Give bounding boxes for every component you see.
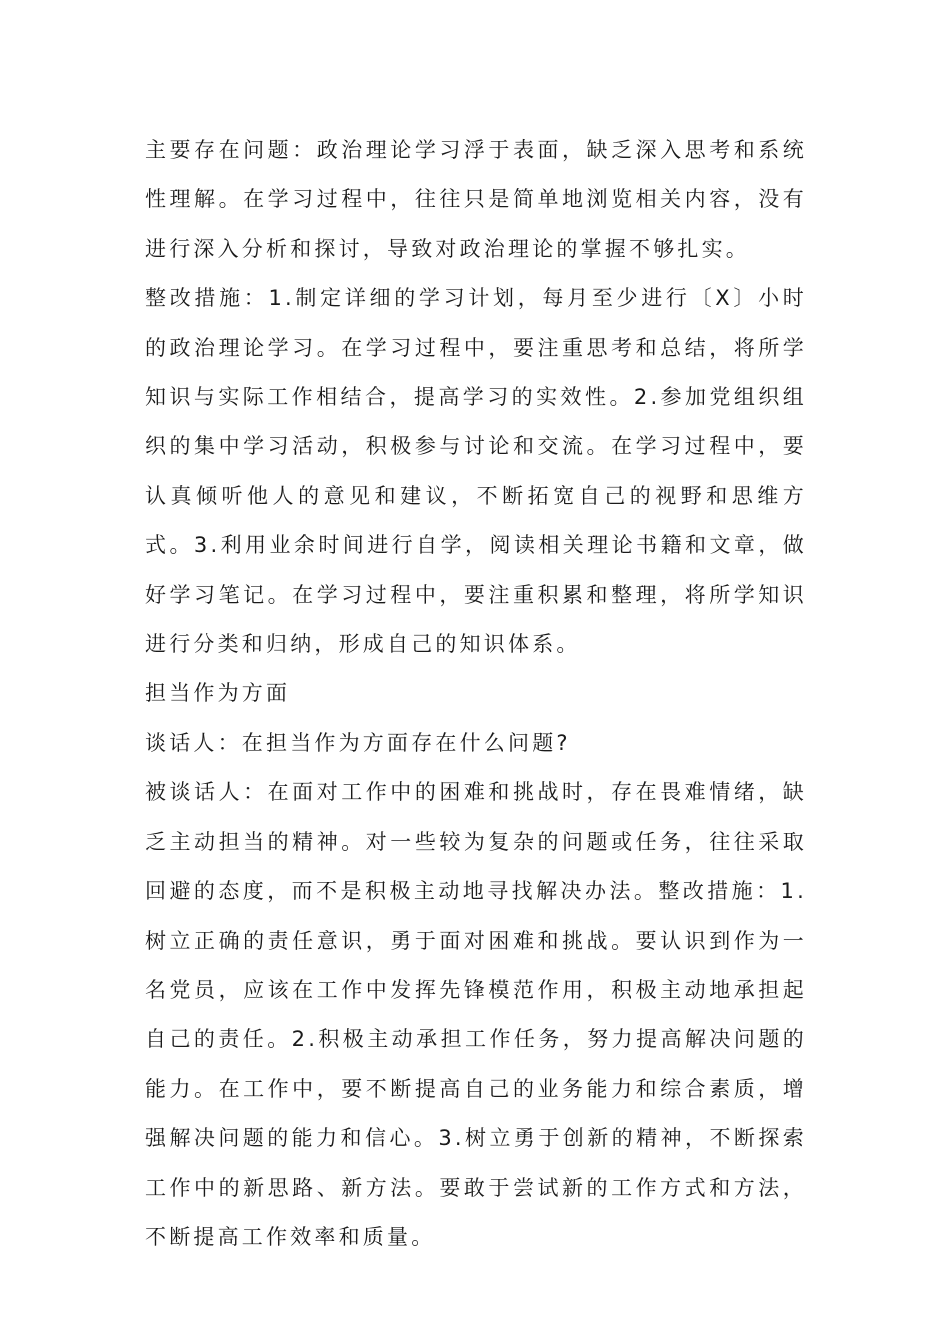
section-heading: 担当作为方面	[145, 681, 291, 706]
paragraph-rectification-measures: 整改措施：1.制定详细的学习计划，每月至少进行〔X〕小时的政治理论学习。在学习过程中，要注重思考和总结，将所学知识与实际工作相结合，提高学习的实效性。2.参加党组织组织的集中学习活动，积极参与讨论和交流。在学习过程中，要认真倾听他人的意见和建议，不断拓宽自己的视野和思维方式。3.利用业余时间进行自学，阅读相关理论书籍和文章，做好学习笔记。在学习过程中，要注重积累和整理，将所学知识进行分类和归纳，形成自己的知识体系。	[145, 286, 807, 657]
document-body	[145, 126, 807, 1262]
paragraph-problem: 主要存在问题：政治理论学习浮于表面，缺乏深入思考和系统性理解。在学习过程中，往往只是简单地浏览相关内容，没有进行深入分析和探讨，导致对政治理论的掌握不够扎实。	[145, 138, 807, 261]
paragraph-interviewee-answer: 被谈话人：在面对工作中的困难和挑战时，存在畏难情绪，缺乏主动担当的精神。对一些较为复杂的问题或任务，往往采取回避的态度，而不是积极主动地寻找解决办法。整改措施：1.树立正确的责任意识，勇于面对困难和挑战。要认识到作为一名党员，应该在工作中发挥先锋模范作用，积极主动地承担起自己的责任。2.积极主动承担工作任务，努力提高解决问题的能力。在工作中，要不断提高自己的业务能力和综合素质，增强解决问题的能力和信心。3.树立勇于创新的精神，不断探索工作中的新思路、新方法。要敢于尝试新的工作方式和方法，不断提高工作效率和质量。	[145, 780, 807, 1249]
paragraph-interviewer-question: 谈话人：在担当作为方面存在什么问题?	[145, 730, 571, 755]
